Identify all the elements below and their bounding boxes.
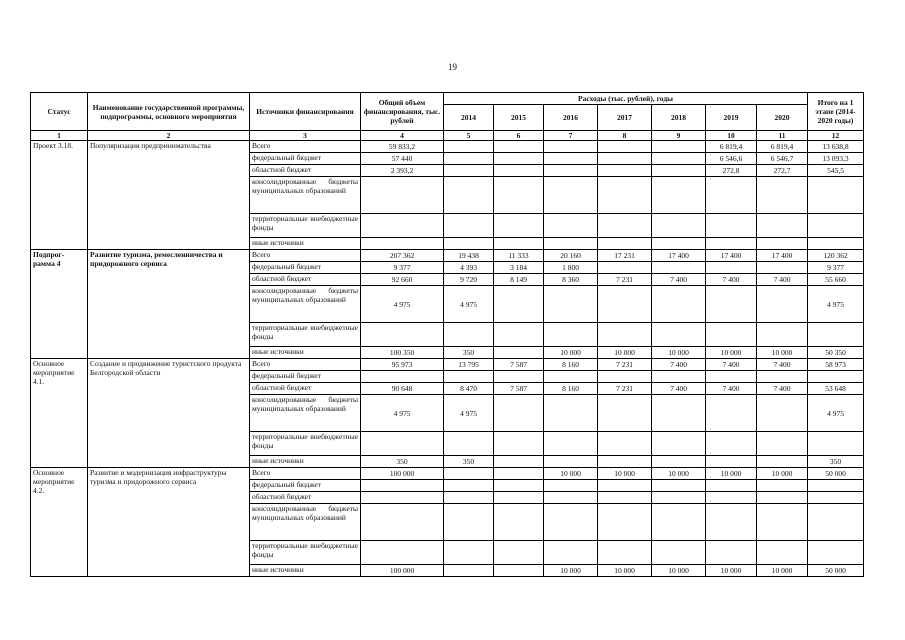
year-value-cell: 1 800	[544, 262, 598, 274]
year-value-cell	[757, 395, 808, 432]
year-value-cell	[494, 480, 544, 492]
year-value-cell	[544, 480, 598, 492]
year-value-cell	[652, 262, 706, 274]
year-value-cell	[494, 214, 544, 238]
total-cell: 9 377	[361, 262, 444, 274]
year-value-cell	[598, 371, 652, 383]
year-value-cell	[494, 153, 544, 165]
total-cell	[361, 492, 444, 504]
year-value-cell	[706, 504, 757, 541]
year-value-cell	[544, 492, 598, 504]
stage-total-cell: 350	[808, 456, 864, 468]
year-value-cell: 6 546,6	[706, 153, 757, 165]
source-cell: федеральный бюджет	[250, 371, 361, 383]
source-cell: консолидированные бюджеты муниципальных образований	[250, 395, 361, 432]
stage-total-cell	[808, 432, 864, 456]
year-value-cell: 4 975	[444, 286, 494, 323]
block-name: Популяризация предпринимательства	[88, 141, 250, 250]
year-value-cell	[544, 165, 598, 177]
source-cell: Всего	[250, 359, 361, 371]
source-cell: федеральный бюджет	[250, 262, 361, 274]
block-status: Основное мероприятие 4.1.	[31, 359, 88, 468]
year-value-cell: 10 000	[652, 565, 706, 577]
year-value-cell	[494, 492, 544, 504]
year-value-cell: 10 000	[757, 565, 808, 577]
year-value-cell: 10 000	[757, 347, 808, 359]
year-value-cell	[652, 214, 706, 238]
year-value-cell	[494, 468, 544, 480]
year-value-cell: 7 587	[494, 383, 544, 395]
year-value-cell	[652, 456, 706, 468]
source-cell: иные источники	[250, 238, 361, 250]
stage-total-cell	[808, 214, 864, 238]
year-value-cell	[444, 504, 494, 541]
header-year: 2016	[544, 105, 598, 131]
year-value-cell	[494, 323, 544, 347]
source-cell: федеральный бюджет	[250, 480, 361, 492]
year-value-cell: 7 231	[598, 359, 652, 371]
stage-total-cell	[808, 541, 864, 565]
year-value-cell	[544, 371, 598, 383]
year-value-cell	[444, 214, 494, 238]
total-cell: 92 660	[361, 274, 444, 286]
year-value-cell	[652, 165, 706, 177]
year-value-cell: 3 184	[494, 262, 544, 274]
year-value-cell	[444, 141, 494, 153]
year-value-cell	[652, 432, 706, 456]
stage-total-cell: 120 362	[808, 250, 864, 262]
total-cell: 207 362	[361, 250, 444, 262]
year-value-cell: 8 470	[444, 383, 494, 395]
year-value-cell	[652, 541, 706, 565]
year-value-cell	[444, 541, 494, 565]
year-value-cell	[544, 323, 598, 347]
year-value-cell	[444, 480, 494, 492]
year-value-cell	[494, 456, 544, 468]
header-name: Наименование государственной программы, подпрограммы, основного мероприятия	[88, 93, 250, 131]
year-value-cell: 7 400	[757, 359, 808, 371]
column-number: 12	[808, 131, 864, 141]
header-year: 2017	[598, 105, 652, 131]
stage-total-cell: 50 350	[808, 347, 864, 359]
year-value-cell: 10 000	[706, 565, 757, 577]
year-value-cell	[598, 432, 652, 456]
year-value-cell: 10 000	[706, 347, 757, 359]
year-value-cell	[757, 262, 808, 274]
year-value-cell	[652, 177, 706, 214]
budget-table	[30, 92, 864, 577]
year-value-cell	[494, 347, 544, 359]
source-cell: Всего	[250, 250, 361, 262]
year-value-cell: 7 231	[598, 274, 652, 286]
total-cell: 95 973	[361, 359, 444, 371]
year-value-cell	[544, 141, 598, 153]
year-value-cell	[598, 504, 652, 541]
stage-total-cell: 4 975	[808, 395, 864, 432]
year-value-cell: 20 160	[544, 250, 598, 262]
year-value-cell	[444, 323, 494, 347]
year-value-cell	[444, 153, 494, 165]
total-cell	[361, 541, 444, 565]
year-value-cell	[652, 286, 706, 323]
year-value-cell: 19 438	[444, 250, 494, 262]
year-value-cell	[444, 492, 494, 504]
year-value-cell: 6 546,7	[757, 153, 808, 165]
year-value-cell	[544, 214, 598, 238]
year-value-cell: 10 000	[706, 468, 757, 480]
total-cell: 100 000	[361, 468, 444, 480]
year-value-cell: 17 400	[652, 250, 706, 262]
table-row	[31, 359, 864, 371]
year-value-cell	[706, 238, 757, 250]
year-value-cell	[757, 371, 808, 383]
year-value-cell: 9 720	[444, 274, 494, 286]
block-status: Основное мероприятие 4.2.	[31, 468, 88, 577]
header-stage-total: Итого на 1 этапе (2014-2020 годы)	[808, 93, 864, 131]
total-cell	[361, 214, 444, 238]
stage-total-cell	[808, 480, 864, 492]
total-cell: 90 648	[361, 383, 444, 395]
year-value-cell: 4 393	[444, 262, 494, 274]
source-cell: областной бюджет	[250, 165, 361, 177]
column-number: 6	[494, 131, 544, 141]
year-value-cell	[598, 456, 652, 468]
year-value-cell	[757, 214, 808, 238]
year-value-cell	[544, 153, 598, 165]
year-value-cell: 8 160	[544, 359, 598, 371]
year-value-cell	[444, 238, 494, 250]
year-value-cell	[706, 262, 757, 274]
source-cell: консолидированные бюджеты муниципальных образований	[250, 286, 361, 323]
year-value-cell	[706, 492, 757, 504]
block-name: Развитие и модернизация инфраструктуры туризма и придорожного сервиса	[88, 468, 250, 577]
year-value-cell	[757, 238, 808, 250]
year-value-cell	[652, 153, 706, 165]
year-value-cell	[494, 504, 544, 541]
total-cell	[361, 177, 444, 214]
year-value-cell	[598, 238, 652, 250]
year-value-cell	[706, 480, 757, 492]
year-value-cell	[706, 371, 757, 383]
header-sources: Источники финансирования	[250, 93, 361, 131]
stage-total-cell: 13 093,3	[808, 153, 864, 165]
year-value-cell	[598, 492, 652, 504]
total-cell: 2 393,2	[361, 165, 444, 177]
year-value-cell	[598, 480, 652, 492]
year-value-cell	[494, 371, 544, 383]
year-value-cell	[444, 165, 494, 177]
column-number: 4	[361, 131, 444, 141]
year-value-cell: 8 160	[544, 383, 598, 395]
block-status: Подпрог-рамма 4	[31, 250, 88, 359]
stage-total-cell: 13 638,8	[808, 141, 864, 153]
year-value-cell	[706, 214, 757, 238]
table-row	[31, 141, 864, 153]
year-value-cell	[598, 153, 652, 165]
year-value-cell	[706, 541, 757, 565]
column-number: 8	[598, 131, 652, 141]
year-value-cell	[652, 323, 706, 347]
total-cell: 4 975	[361, 395, 444, 432]
column-number: 9	[652, 131, 706, 141]
year-value-cell	[757, 177, 808, 214]
year-value-cell	[444, 371, 494, 383]
year-value-cell	[598, 262, 652, 274]
stage-total-cell	[808, 238, 864, 250]
source-cell: областной бюджет	[250, 383, 361, 395]
table-row	[31, 250, 864, 262]
total-cell: 57 440	[361, 153, 444, 165]
year-value-cell	[706, 286, 757, 323]
year-value-cell: 7 400	[652, 383, 706, 395]
year-value-cell	[757, 480, 808, 492]
year-value-cell: 10 000	[544, 565, 598, 577]
column-number: 7	[544, 131, 598, 141]
year-value-cell	[544, 238, 598, 250]
column-number: 2	[88, 131, 250, 141]
column-number: 3	[250, 131, 361, 141]
total-cell: 100 350	[361, 347, 444, 359]
year-value-cell	[544, 541, 598, 565]
year-value-cell	[494, 541, 544, 565]
page-number: 19	[448, 62, 457, 72]
year-value-cell: 350	[444, 456, 494, 468]
year-value-cell: 8 149	[494, 274, 544, 286]
year-value-cell: 17 231	[598, 250, 652, 262]
year-value-cell: 7 231	[598, 383, 652, 395]
year-value-cell: 7 400	[706, 359, 757, 371]
year-value-cell	[598, 165, 652, 177]
column-number: 11	[757, 131, 808, 141]
block-name: Создание и продвижение туристского продукта Белгородской области	[88, 359, 250, 468]
year-value-cell: 7 400	[757, 383, 808, 395]
source-cell: консолидированные бюджеты муниципальных образований	[250, 177, 361, 214]
year-value-cell	[652, 504, 706, 541]
year-value-cell	[598, 214, 652, 238]
year-value-cell: 8 360	[544, 274, 598, 286]
year-value-cell: 6 819,4	[757, 141, 808, 153]
header-expenses: Расходы (тыс. рублей), годы	[444, 93, 808, 105]
year-value-cell	[652, 395, 706, 432]
year-value-cell	[652, 480, 706, 492]
year-value-cell	[494, 286, 544, 323]
year-value-cell	[544, 432, 598, 456]
stage-total-cell	[808, 323, 864, 347]
total-cell	[361, 504, 444, 541]
source-cell: консолидированные бюджеты муниципальных образований	[250, 504, 361, 541]
year-value-cell	[494, 141, 544, 153]
stage-total-cell: 50 000	[808, 468, 864, 480]
year-value-cell: 7 587	[494, 359, 544, 371]
stage-total-cell: 55 660	[808, 274, 864, 286]
year-value-cell: 350	[444, 347, 494, 359]
year-value-cell	[598, 177, 652, 214]
total-cell	[361, 480, 444, 492]
year-value-cell: 272,7	[757, 165, 808, 177]
year-value-cell: 13 795	[444, 359, 494, 371]
header-status: Статус	[31, 93, 88, 131]
year-value-cell	[544, 456, 598, 468]
year-value-cell: 7 400	[652, 359, 706, 371]
header-total: Общий объем финансирования, тыс. рублей	[361, 93, 444, 131]
year-value-cell	[444, 177, 494, 214]
year-value-cell	[444, 432, 494, 456]
year-value-cell	[544, 286, 598, 323]
total-cell: 59 833,2	[361, 141, 444, 153]
year-value-cell	[494, 432, 544, 456]
total-cell: 350	[361, 456, 444, 468]
year-value-cell	[757, 286, 808, 323]
source-cell: территориальные внебюджетные фонды	[250, 323, 361, 347]
stage-total-cell: 4 975	[808, 286, 864, 323]
year-value-cell	[598, 395, 652, 432]
stage-total-cell: 545,5	[808, 165, 864, 177]
year-value-cell	[757, 432, 808, 456]
source-cell: иные источники	[250, 565, 361, 577]
year-value-cell: 10 000	[544, 347, 598, 359]
year-value-cell: 11 333	[494, 250, 544, 262]
year-value-cell	[757, 541, 808, 565]
stage-total-cell: 50 000	[808, 565, 864, 577]
source-cell: территориальные внебюджетные фонды	[250, 214, 361, 238]
year-value-cell	[544, 395, 598, 432]
column-number: 1	[31, 131, 88, 141]
year-value-cell	[494, 565, 544, 577]
year-value-cell	[652, 238, 706, 250]
header-year: 2018	[652, 105, 706, 131]
year-value-cell	[598, 141, 652, 153]
year-value-cell	[757, 492, 808, 504]
total-cell	[361, 371, 444, 383]
year-value-cell: 7 400	[652, 274, 706, 286]
year-value-cell: 10 000	[652, 347, 706, 359]
year-value-cell	[706, 323, 757, 347]
year-value-cell	[706, 395, 757, 432]
year-value-cell	[652, 492, 706, 504]
year-value-cell	[444, 468, 494, 480]
column-number: 5	[444, 131, 494, 141]
year-value-cell: 272,8	[706, 165, 757, 177]
total-cell	[361, 432, 444, 456]
year-value-cell	[494, 238, 544, 250]
year-value-cell: 10 000	[757, 468, 808, 480]
year-value-cell	[757, 456, 808, 468]
source-cell: Всего	[250, 468, 361, 480]
year-value-cell: 7 400	[706, 383, 757, 395]
stage-total-cell: 9 377	[808, 262, 864, 274]
stage-total-cell	[808, 492, 864, 504]
source-cell: областной бюджет	[250, 274, 361, 286]
year-value-cell	[598, 323, 652, 347]
year-value-cell	[757, 323, 808, 347]
header-year: 2015	[494, 105, 544, 131]
year-value-cell	[706, 456, 757, 468]
year-value-cell: 7 400	[706, 274, 757, 286]
source-cell: федеральный бюджет	[250, 153, 361, 165]
total-cell: 100 000	[361, 565, 444, 577]
year-value-cell: 10 000	[652, 468, 706, 480]
source-cell: территориальные внебюджетные фонды	[250, 541, 361, 565]
column-number: 10	[706, 131, 757, 141]
year-value-cell: 10 000	[598, 468, 652, 480]
source-cell: иные источники	[250, 347, 361, 359]
stage-total-cell: 58 973	[808, 359, 864, 371]
source-cell: иные источники	[250, 456, 361, 468]
year-value-cell	[706, 177, 757, 214]
source-cell: территориальные внебюджетные фонды	[250, 432, 361, 456]
stage-total-cell	[808, 504, 864, 541]
year-value-cell	[494, 395, 544, 432]
year-value-cell: 6 819,4	[706, 141, 757, 153]
stage-total-cell	[808, 371, 864, 383]
year-value-cell: 17 400	[757, 250, 808, 262]
year-value-cell: 17 400	[706, 250, 757, 262]
year-value-cell: 10 000	[598, 347, 652, 359]
total-cell	[361, 238, 444, 250]
header-year: 2019	[706, 105, 757, 131]
source-cell: Всего	[250, 141, 361, 153]
total-cell	[361, 323, 444, 347]
year-value-cell	[544, 504, 598, 541]
total-cell: 4 975	[361, 286, 444, 323]
year-value-cell: 10 000	[544, 468, 598, 480]
year-value-cell	[706, 432, 757, 456]
block-name: Развитие туризма, ремесленничества и придорожного сервиса	[88, 250, 250, 359]
year-value-cell	[494, 165, 544, 177]
year-value-cell	[598, 286, 652, 323]
year-value-cell: 4 975	[444, 395, 494, 432]
year-value-cell	[444, 565, 494, 577]
table-row	[31, 468, 864, 480]
block-status: Проект 3.18.	[31, 141, 88, 250]
year-value-cell	[652, 371, 706, 383]
header-year: 2014	[444, 105, 494, 131]
header-year: 2020	[757, 105, 808, 131]
year-value-cell	[544, 177, 598, 214]
stage-total-cell	[808, 177, 864, 214]
year-value-cell: 10 000	[598, 565, 652, 577]
stage-total-cell: 53 648	[808, 383, 864, 395]
source-cell: областной бюджет	[250, 492, 361, 504]
year-value-cell	[598, 541, 652, 565]
year-value-cell	[757, 504, 808, 541]
year-value-cell: 7 400	[757, 274, 808, 286]
year-value-cell	[494, 177, 544, 214]
year-value-cell	[652, 141, 706, 153]
